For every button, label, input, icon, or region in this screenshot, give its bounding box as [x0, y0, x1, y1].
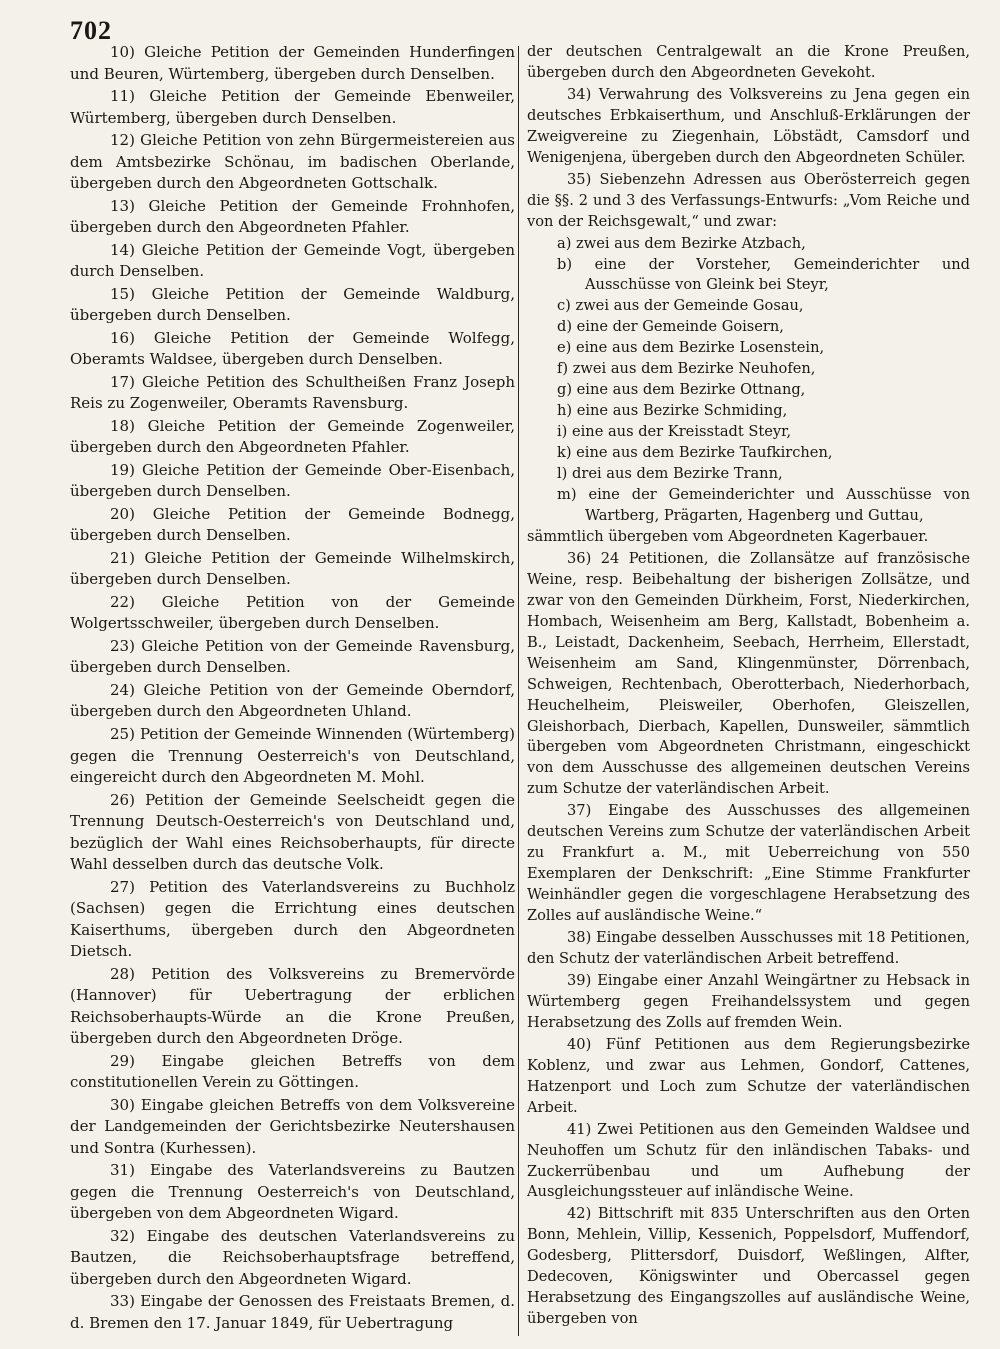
petition-entry: 17) Gleiche Petition des Schultheißen Franz Joseph Reis zu Zogenweiler, Oberamts Ravensburg.	[70, 372, 515, 413]
sub-item: k) eine aus dem Bezirke Taufkirchen,	[557, 444, 833, 462]
petition-entry: 16) Gleiche Petition der Gemeinde Wolfegg, Oberamts Waldsee, übergeben durch Denselben.	[70, 328, 515, 369]
petition-entry: 33) Eingabe der Genossen des Freistaats Bremen, d. d. Bremen den 17. Januar 1849, für Uebertragung	[70, 1292, 515, 1332]
sub-item: a) zwei aus dem Bezirke Atzbach,	[557, 234, 806, 252]
petition-entry: 41) Zwei Petitionen aus den Gemeinden Waldsee und Neuhoffen um Schutz für den inländischen Tabaks- und Zuckerrübenbau und um Aufhebung der Ausgleichungssteuer auf inländische Weine.	[527, 1120, 970, 1201]
left-column	[70, 42, 515, 1335]
petition-entry: 15) Gleiche Petition der Gemeinde Waldburg, übergeben durch Denselben.	[70, 284, 515, 325]
sub-item: f) zwei aus dem Bezirke Neuhofen,	[557, 360, 816, 378]
petition-entry: 30) Eingabe gleichen Betreffs von dem Volksvereine der Landgemeinden der Gerichtsbezirke Neutershausen und Sontra (Kurhessen).	[70, 1095, 515, 1157]
column-divider	[518, 46, 519, 1336]
petition-entry: 11) Gleiche Petition der Gemeinde Ebenweiler, Würtemberg, übergeben durch Denselben.	[70, 87, 515, 127]
petition-entry: 29) Eingabe gleichen Betreffs von dem constitutionellen Verein zu Göttingen.	[70, 1051, 515, 1092]
petition-entry: 35) Siebenzehn Adressen aus Oberösterreich gegen die §§. 2 und 3 des Verfassungs-Entwurfs: „Vom Reiche und von der Reichsgewalt,“ und zwar:	[527, 170, 970, 230]
address-sub-list	[527, 234, 970, 527]
petition-entry: 24) Gleiche Petition von der Gemeinde Oberndorf, übergeben durch den Abgeordneten Uhland.	[70, 680, 515, 721]
petition-entry: 10) Gleiche Petition der Gemeinden Hunderfingen und Beuren, Würtemberg, übergeben durch Denselben.	[70, 43, 515, 83]
petition-entry: 27) Petition des Vaterlandsvereins zu Buchholz (Sachsen) gegen die Errichtung eines deutschen Kaiserthums, übergeben durch den Abgeordneten Dietsch.	[70, 877, 515, 961]
petition-entry: 19) Gleiche Petition der Gemeinde Ober-Eisenbach, übergeben durch Denselben.	[70, 460, 515, 501]
petition-entry: 34) Verwahrung des Volksvereins zu Jena gegen ein deutsches Erbkaiserthum, und Anschluß-Erklärungen der Zweigvereine zu Ziegenhain, Löbstädt, Camsdorf und Wenigenjena, übergeben durch den Abgeordneten Schüler.	[527, 85, 970, 166]
right-column	[527, 42, 970, 1331]
petition-entry: 37) Eingabe des Ausschusses des allgemeinen deutschen Vereins zum Schutze der vaterländischen Arbeit zu Frankfurt a. M., mit Ueberreichung von 550 Exemplaren der Denkschrift: „Eine Stimme Frankfurter Weinhändler gegen die vorgeschlagene Herabsetzung des Zolles auf ausländische Weine.“	[527, 802, 970, 925]
petition-entry: 40) Fünf Petitionen aus dem Regierungsbezirke Koblenz, und zwar aus Lehmen, Gondorf, Cattenes, Hatzenport und Loch zum Schutze der vaterländischen Arbeit.	[527, 1035, 970, 1116]
petition-entry: 39) Eingabe einer Anzahl Weingärtner zu Hebsack in Würtemberg gegen Freihandelssystem und gegen Herabsetzung des Zolls auf fremden Wein.	[527, 971, 970, 1031]
petition-entry: 36) 24 Petitionen, die Zollansätze auf französische Weine, resp. Beibehaltung der bisherigen Zollsätze, und zwar von den Gemeinden Dürkheim, Forst, Niederkirchen, Hombach, Weisenheim am Berg, Kallstadt, Bobenheim a. B., Leistadt, Dackenheim, Seebach, Herrheim, Ellerstadt, Weisenheim am Sand, Klingenmünster, Dörrenbach, Schweigen, Rechtenbach, Oberotterbach, Niederhorbach, Heuchelheim, Pleisweiler, Oberhofen, Gleiszellen, Gleishorbach, Dierbach, Kapellen, Dunsweiler, sämmtlich übergeben vom Abgeordneten Christmann, eingeschickt von dem Ausschusse des allgemeinen deutschen Vereins zum Schutze der vaterländischen Arbeit.	[527, 549, 970, 798]
petition-entry: 25) Petition der Gemeinde Winnenden (Würtemberg) gegen die Trennung Oesterreich's von Deutschland, eingereicht durch den Abgeordneten M. Mohl.	[70, 724, 515, 787]
sub-item: g) eine aus dem Bezirke Ottnang,	[557, 381, 806, 399]
petition-entry: 31) Eingabe des Vaterlandsvereins zu Bautzen gegen die Trennung Oesterreich's von Deutschland, übergeben von dem Abgeordneten Wigard.	[70, 1161, 515, 1223]
petition-entry: 14) Gleiche Petition der Gemeinde Vogt, übergeben durch Denselben.	[70, 240, 515, 281]
sub-item: e) eine aus dem Bezirke Losenstein,	[557, 339, 825, 357]
sub-item: i) eine aus der Kreisstadt Steyr,	[557, 423, 792, 441]
sub-item: m) eine der Gemeinderichter und Ausschüsse von Wartberg, Prägarten, Hagenberg und Guttau,	[557, 486, 970, 524]
sub-list-closing: sämmtlich übergeben vom Abgeordneten Kagerbauer.	[527, 527, 929, 545]
sub-item: l) drei aus dem Bezirke Trann,	[557, 465, 783, 483]
petition-entry: 28) Petition des Volksvereins zu Bremervörde (Hannover) für Uebertragung der erblichen Reichsoberhaupts-Würde an die Krone Preußen, übergeben durch den Abgeordneten Dröge.	[70, 964, 515, 1048]
petition-entry: 12) Gleiche Petition von zehn Bürgermeistereien aus dem Amtsbezirke Schönau, im badischen Oberlande, übergeben durch den Abgeordneten Gottschalk.	[70, 131, 515, 193]
sub-item: b) eine der Vorsteher, Gemeinderichter und Ausschüsse von Gleink bei Steyr,	[557, 255, 970, 294]
sub-item: c) zwei aus der Gemeinde Gosau,	[557, 297, 804, 315]
petition-entry: 42) Bittschrift mit 835 Unterschriften aus den Orten Bonn, Mehlein, Villip, Kessenich, Poppelsdorf, Muffendorf, Godesberg, Plittersdorf, Duisdorf, Weßlingen, Alfter, Dedecoven, Königswinter und Obercassel gegen Herabsetzung des Eingangszolles auf ausländische Weine, übergeben von	[527, 1205, 970, 1328]
petition-entry: 22) Gleiche Petition von der Gemeinde Wolgertsschweiler, übergeben durch Denselben.	[70, 592, 515, 633]
petition-entry: 23) Gleiche Petition von der Gemeinde Ravensburg, übergeben durch Denselben.	[70, 636, 515, 677]
petition-entry: 21) Gleiche Petition der Gemeinde Wilhelmskirch, übergeben durch Denselben.	[70, 548, 515, 589]
petition-entry: 18) Gleiche Petition der Gemeinde Zogenweiler, übergeben durch den Abgeordneten Pfahler.	[70, 416, 515, 457]
petition-entry: 38) Eingabe desselben Ausschusses mit 18 Petitionen, den Schutz der vaterländischen Arbeit betreffend.	[527, 929, 970, 967]
continued-entry: der deutschen Centralgewalt an die Krone Preußen, übergeben durch den Abgeordneten Gevekoht.	[527, 43, 970, 81]
sub-item: h) eine aus Bezirke Schmiding,	[557, 402, 788, 420]
petition-entry: 13) Gleiche Petition der Gemeinde Frohnhofen, übergeben durch den Abgeordneten Pfahler.	[70, 196, 515, 237]
page-number: 702	[70, 16, 112, 45]
petition-entry: 26) Petition der Gemeinde Seelscheidt gegen die Trennung Deutsch-Oesterreich's von Deutschland und, bezüglich der Wahl eines Reichsoberhaupts, für directe Wahl desselben durch das deutsche Volk.	[70, 790, 515, 874]
petition-entry: 20) Gleiche Petition der Gemeinde Bodnegg, übergeben durch Denselben.	[70, 504, 515, 545]
petition-entry: 32) Eingabe des deutschen Vaterlandsvereins zu Bautzen, die Reichsoberhauptsfrage betreffend, übergeben durch den Abgeordneten Wigard.	[70, 1226, 515, 1288]
sub-item: d) eine der Gemeinde Goisern,	[557, 318, 784, 336]
